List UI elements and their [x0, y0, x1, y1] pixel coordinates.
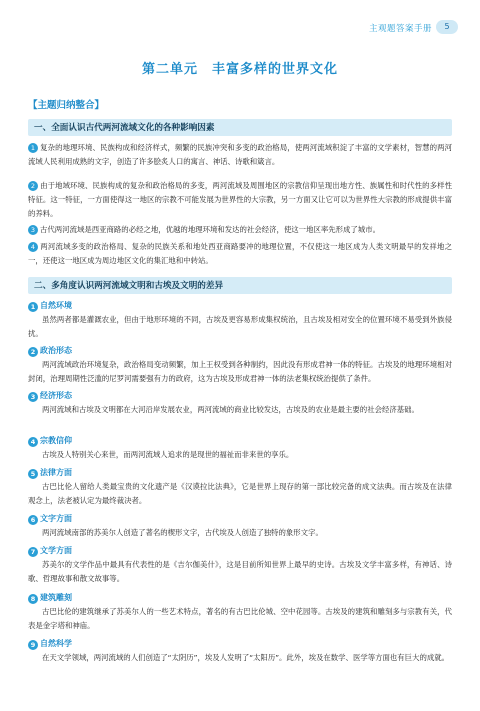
section2-item-text: 在天文学领域，两河流域的人们创造了“太阴历”，埃及人发明了“太阳历”。此外，埃及在数学、医学等方面也有巨大的成就。 [42, 653, 450, 662]
number-badge: 2 [28, 181, 38, 191]
section2-subheading: 2 政治形态 [28, 345, 72, 357]
section2-item-text: 古巴比伦的建筑继承了苏美尔人的一些艺术特点，著名的有古巴比伦城、空中花园等。古埃及的建筑和雕刻多与宗教有关，代表是金字塔和神庙。 [28, 607, 452, 630]
section1-item [28, 223, 452, 237]
section1-heading-band [28, 119, 452, 136]
section2-item-text: 两河流域南部的苏美尔人创造了著名的楔形文字，古代埃及人创造了独特的象形文字。 [42, 528, 323, 537]
number-badge: 1 [28, 143, 38, 153]
number-badge: 2 [28, 347, 38, 357]
section1-item-text: 复杂的地理环境、民族构成和经济样式，频繁的民族冲突和多变的政治格局，使两河流域积淀了丰富的文学素材，智慧的两河流域人民利用成熟的文字，创造了许多脍炙人口的寓言、神话、诗歌和箴言。 [28, 143, 452, 166]
section2-subheading: 1 自然环境 [28, 300, 72, 312]
section2-subheading: 6 文字方面 [28, 513, 72, 525]
number-badge: 7 [28, 547, 38, 557]
section2-item-text: 古埃及人特别关心来世，而两河流域人追求的是现世的福祉而非来世的享乐。 [42, 450, 294, 459]
number-badge: 8 [28, 594, 38, 604]
number-badge: 3 [28, 225, 38, 235]
section1-item-text: 两河流域多变的政治格局、复杂的民族关系和地处西亚商路要冲的地理位置，不仅使这一地区成为人类文明最早的发祥地之一，还使这一地区成为周边地区文化的集汇地和中转站。 [28, 242, 452, 265]
section1-item [28, 141, 452, 169]
section1-heading: 一、全面认识古代两河流域文化的各种影响因素 [34, 123, 215, 133]
section-tag: 【主题归纳整合】 [28, 100, 105, 111]
number-badge: 9 [28, 640, 38, 650]
number-badge: 4 [28, 437, 38, 447]
section2-subheading: 4 宗教信仰 [28, 435, 72, 447]
number-badge: 6 [28, 515, 38, 525]
number-badge: 5 [28, 469, 38, 479]
number-badge: 1 [28, 302, 38, 312]
unit-title: 第二单元 丰富多样的世界文化 [141, 62, 338, 77]
section2-subheading: 5 法律方面 [28, 467, 72, 479]
page-number: 5 [436, 20, 458, 34]
section2-heading-band [28, 277, 452, 294]
section2-item-text: 两河流域和古埃及文明都在大河沿岸发展农业，两河流域的商业比较发达，古埃及的农业是最主要的社会经济基础。 [42, 405, 419, 414]
page-header [0, 0, 480, 44]
section1-item [28, 240, 452, 268]
header-label: 主观题答案手册 [368, 24, 432, 34]
number-badge: 4 [28, 242, 38, 252]
section1-item-text: 古代两河流域是西亚商路的必经之地，优越的地理环境和发达的社会经济，使这一地区率先形成了城市。 [40, 225, 380, 234]
section2-subheading: 7 文学方面 [28, 545, 72, 557]
section2-item-text: 古巴比伦人留给人类最宝贵的文化遗产是《汉谟拉比法典》，它是世界上现存的第一部比较完备的成文法典。而古埃及在法律观念上，法老被认定为最终裁决者。 [28, 482, 452, 505]
section1-item [28, 179, 452, 221]
section2-heading: 二、多角度认识两河流域文明和古埃及文明的差异 [34, 281, 224, 291]
section2-item-text: 虽然两者都是灌溉农业，但由于地形环境的不同，古埃及更容易形成集权统治，且古埃及相对安全的位置环境不易受到外族侵扰。 [28, 315, 452, 338]
section2-subheading: 3 经济形态 [28, 390, 72, 402]
section2-subheading: 9 自然科学 [28, 638, 72, 650]
section2-item-text: 苏美尔的文学作品中最具有代表性的是《吉尔伽美什》，这是目前所知世界上最早的史诗。古埃及文学丰富多样，有神话、诗歌、哲理故事和散文故事等。 [28, 560, 452, 583]
section1-item-text: 由于地域环境、民族构成的复杂和政治格局的多变，两河流域及周围地区的宗教信仰呈现出地方性、族属性和时代性的多样性特征。这一特征，一方面使得这一地区的宗教不可能发展为世界性的大宗教，另一方面又让它可以为世界性大宗教的形成提供丰富的养料。 [28, 181, 452, 218]
section2-item-text: 两河流域政治环境复杂，政治格局变动频繁，加上王权受到各种制约，因此没有形成君神一体的特征。古埃及的地理环境相对封闭，治理周期性泛滥的尼罗河需要强有力的政府，这为古埃及形成君神一体的法老集权统治提供了条件。 [28, 360, 452, 383]
section2-subheading: 8 建筑雕刻 [28, 592, 72, 604]
number-badge: 3 [28, 392, 38, 402]
